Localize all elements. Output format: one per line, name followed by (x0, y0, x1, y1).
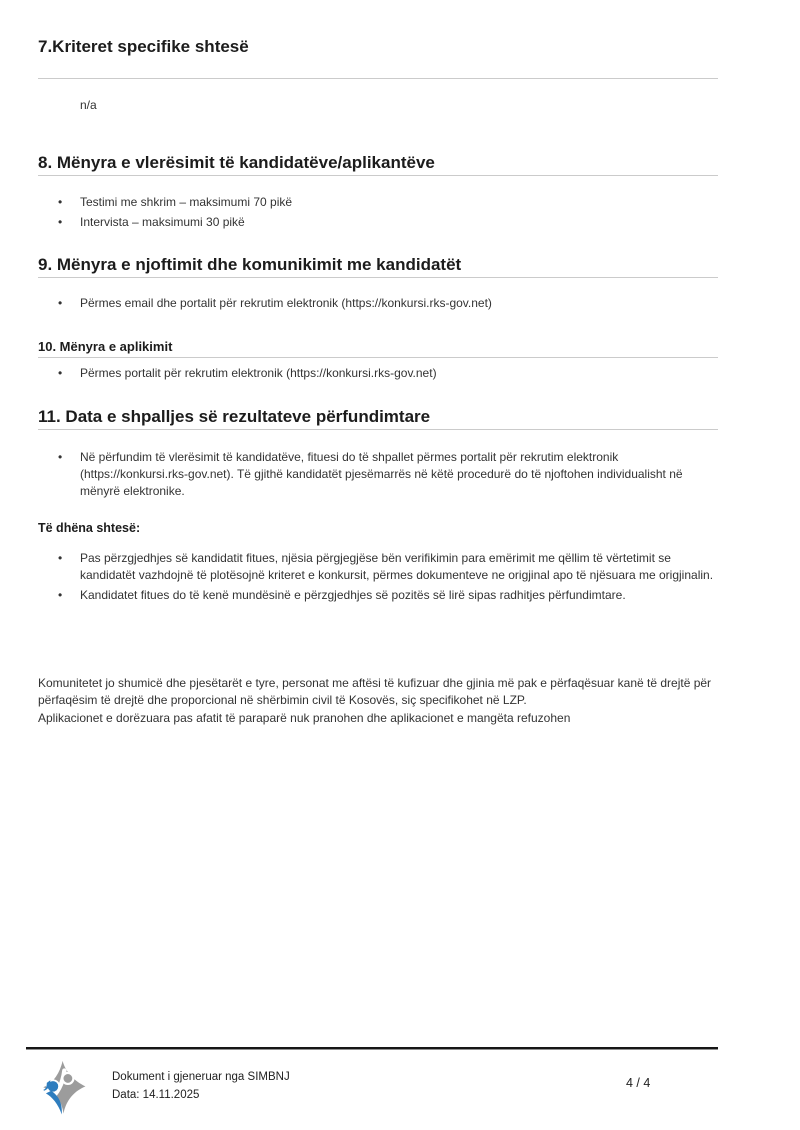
section-8-divider (38, 175, 718, 176)
section-10-heading: 10. Mënyra e aplikimit (38, 339, 173, 354)
list-item: • Përmes portalit për rekrutim elektronik (https://konkursi.rks-gov.net) (38, 365, 718, 382)
list-item: • Përmes email dhe portalit për rekrutim elektronik (https://konkursi.rks-gov.net) (38, 295, 718, 312)
section-10-list (38, 365, 718, 382)
footer-generated-by: Dokument i gjeneruar nga SIMBNJ (112, 1071, 290, 1083)
page-indicator: 4 / 4 (626, 1076, 651, 1090)
section-9-heading: 9. Mënyra e njoftimit dhe komunikimit me kandidatët (38, 255, 462, 274)
list-item: • Intervista – maksimumi 30 pikë (38, 214, 718, 231)
closing-paragraph: Aplikacionet e dorëzuara pas afatit të paraparë nuk pranohen dhe aplikacionet e mangëta refuzohen (38, 710, 571, 725)
section-7-divider (38, 78, 718, 79)
section-11-heading: 11. Data e shpalljes së rezultateve përfundimtare (38, 407, 431, 426)
section-11-list (38, 449, 718, 500)
section-9-list (38, 295, 718, 312)
simbnj-logo-icon (37, 1060, 90, 1118)
list-item: • Testimi me shkrim – maksimumi 70 pikë (38, 194, 718, 211)
list-item: • Kandidatet fitues do të kenë mundësinë e përzgjedhjes së pozitës së lirë sipas radhitjes përfundimtare. (38, 587, 718, 604)
section-8-heading: 8. Mënyra e vlerësimit të kandidatëve/aplikantëve (38, 153, 435, 172)
list-item: • Pas përzgjedhjes së kandidatit fitues, njësia përgjegjëse bën verifikimin para emërimit me qëllim të vërtetimit se kandidatët vazhdojnë të plotësojnë kriteret e konkursit, përmes dokumenteve ne origjinal apo të njësuara me origjinalin. (38, 550, 718, 584)
section-7-heading: 7.Kriteret specifike shtesë (38, 37, 249, 56)
additional-info-label: Të dhëna shtesë: (38, 521, 141, 535)
section-8-list (38, 194, 718, 231)
section-9-divider (38, 277, 718, 278)
list-item: • Në përfundim të vlerësimit të kandidatëve, fituesi do të shpallet përmes portalit për rekrutim elektronik (https://konkursi.rks-gov.net). Të gjithë kandidatët pjesëmarrës në këtë procedurë do të njoftohen individualisht në mënyrë elektronike. (38, 449, 718, 500)
footer-divider (26, 1047, 718, 1050)
footer-info (112, 1069, 290, 1104)
closing-paragraph: Komunitetet jo shumicë dhe pjesëtarët e tyre, personat me aftësi të kufizuar dhe gjinia më pak e përfaqësuar kanë të drejtë për përfaqësim të drejtë dhe proporcional në shërbimin civil të Kosovës, siç specifikohet në LZP. (38, 675, 712, 707)
section-7-body: n/a (80, 98, 97, 112)
additional-info-list (38, 550, 718, 604)
footer-date: Data: 14.11.2025 (112, 1088, 200, 1101)
section-10-divider (38, 357, 718, 358)
section-11-divider (38, 429, 718, 430)
